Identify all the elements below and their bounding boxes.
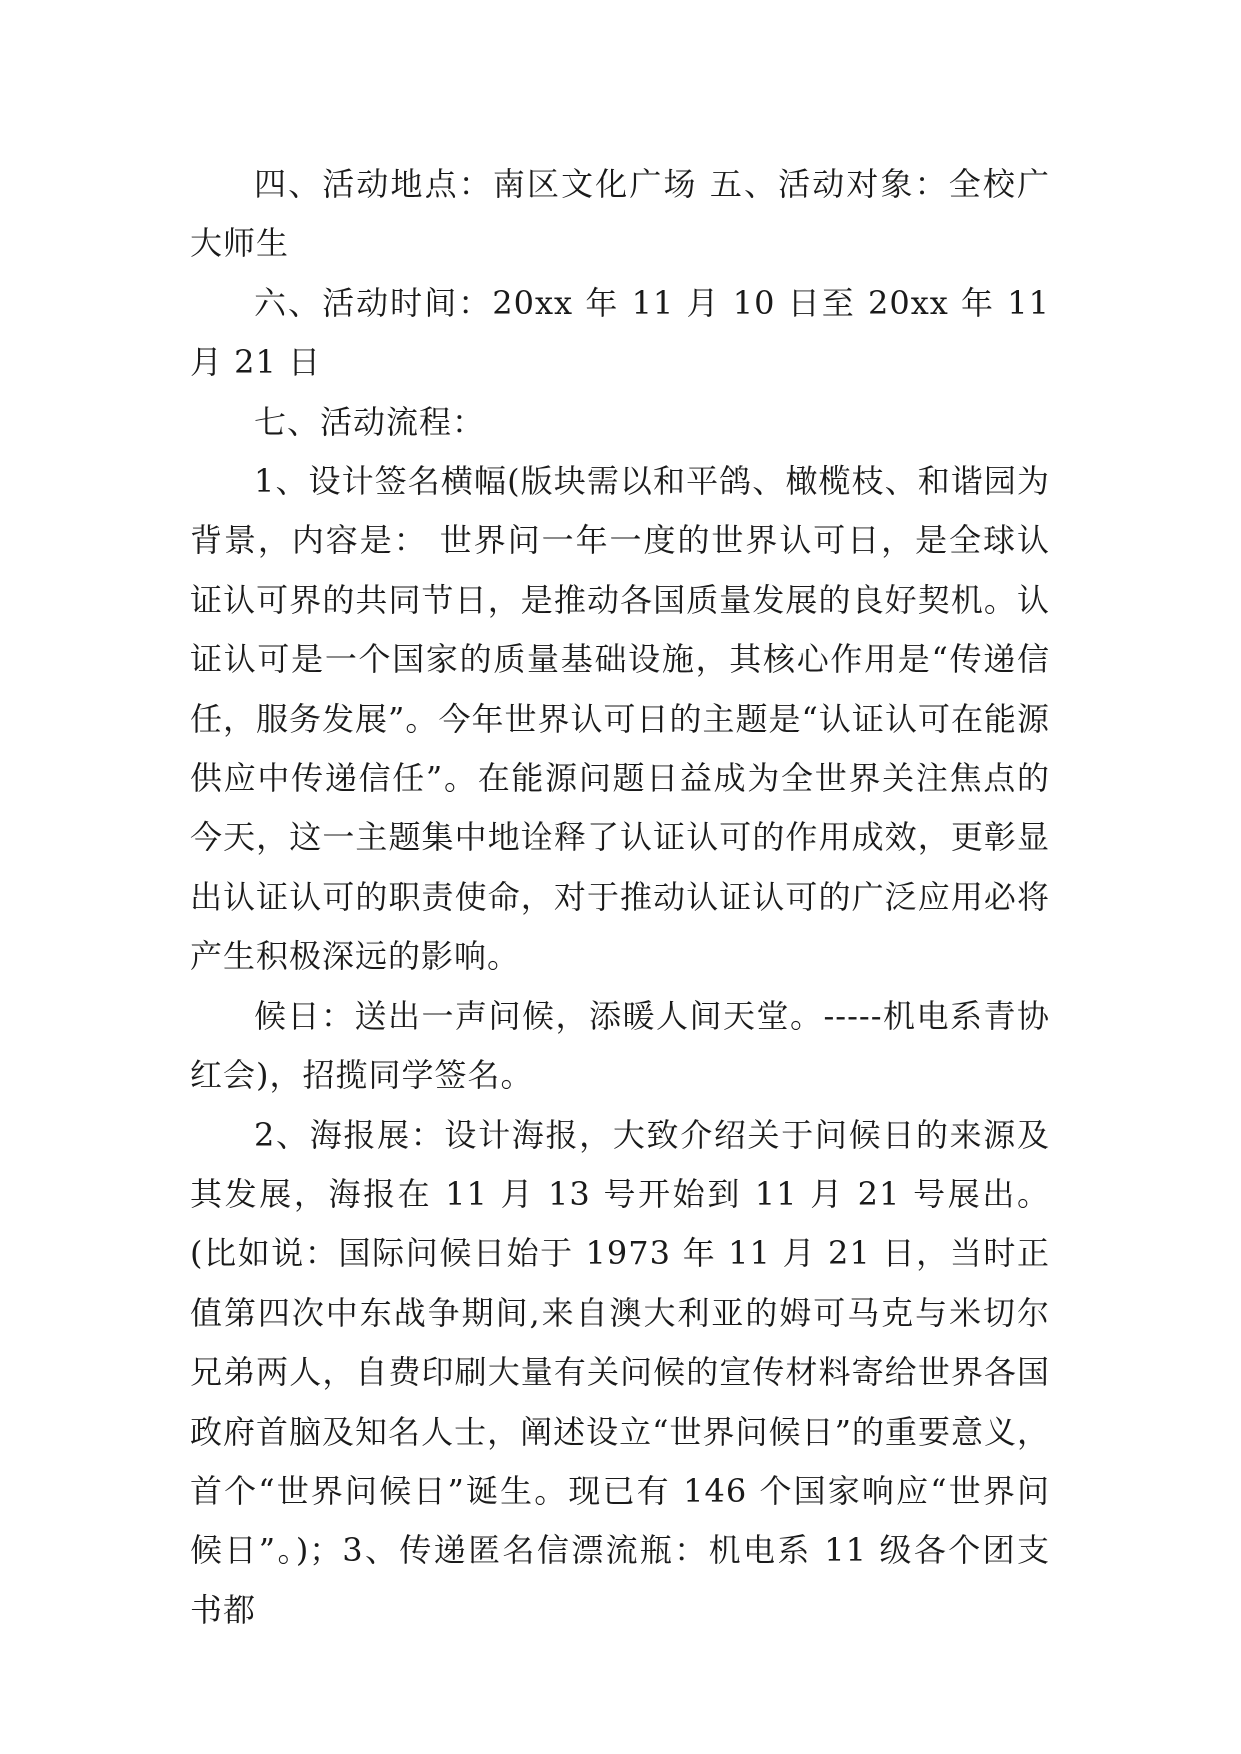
document-body: [190, 155, 1050, 1640]
paragraph-poster-exhibition: 2、海报展：设计海报，大致介绍关于问候日的来源及其发展，海报在 11 月 13 号开始到 11 月 21 号展出。(比如说：国际问候日始于 1973 年 11 月 21 日，当时正值第四次中东战争期间,来自澳大利亚的姆可马克与米切尔兄弟两人，自费印刷大量有关问候的宣传材料寄给世界各国政府首脑及知名人士，阐述设立“世界问候日”的重要意义，首个“世界问候日”诞生。现已有 146 个国家响应“世界问候日”。)；3、传递匿名信漂流瓶：机电系 11 级各个团支书都: [190, 1115, 1050, 1629]
paragraph-time: 六、活动时间：20xx 年 11 月 10 日至 20xx 年 11 月 21 日: [190, 283, 1050, 382]
paragraph-greeting-day: 候日：送出一声问候，添暖人间天堂。-----机电系青协红会)，招揽同学签名。: [190, 996, 1050, 1095]
paragraph-location: 四、活动地点：南区文化广场 五、活动对象：全校广大师生: [190, 165, 1050, 263]
paragraph-process-heading: 七、活动流程：: [254, 402, 486, 441]
paragraph-banner-design: 1、设计签名横幅(版块需以和平鸽、橄榄枝、和谐园为背景，内容是： 世界问一年一度的世界认可日，是全球认证认可界的共同节日，是推动各国质量发展的良好契机。认证认可是一个国家的质量基础设施，其核心作用是“传递信任，服务发展”。今年世界认可日的主题是“认证认可在能源供应中传递信任”。在能源问题日益成为全世界关注焦点的今天，这一主题集中地诠释了认证认可的作用成效，更彰显出认证认可的职责使命，对于推动认证认可的广泛应用必将产生积极深远的影响。: [190, 462, 1050, 976]
